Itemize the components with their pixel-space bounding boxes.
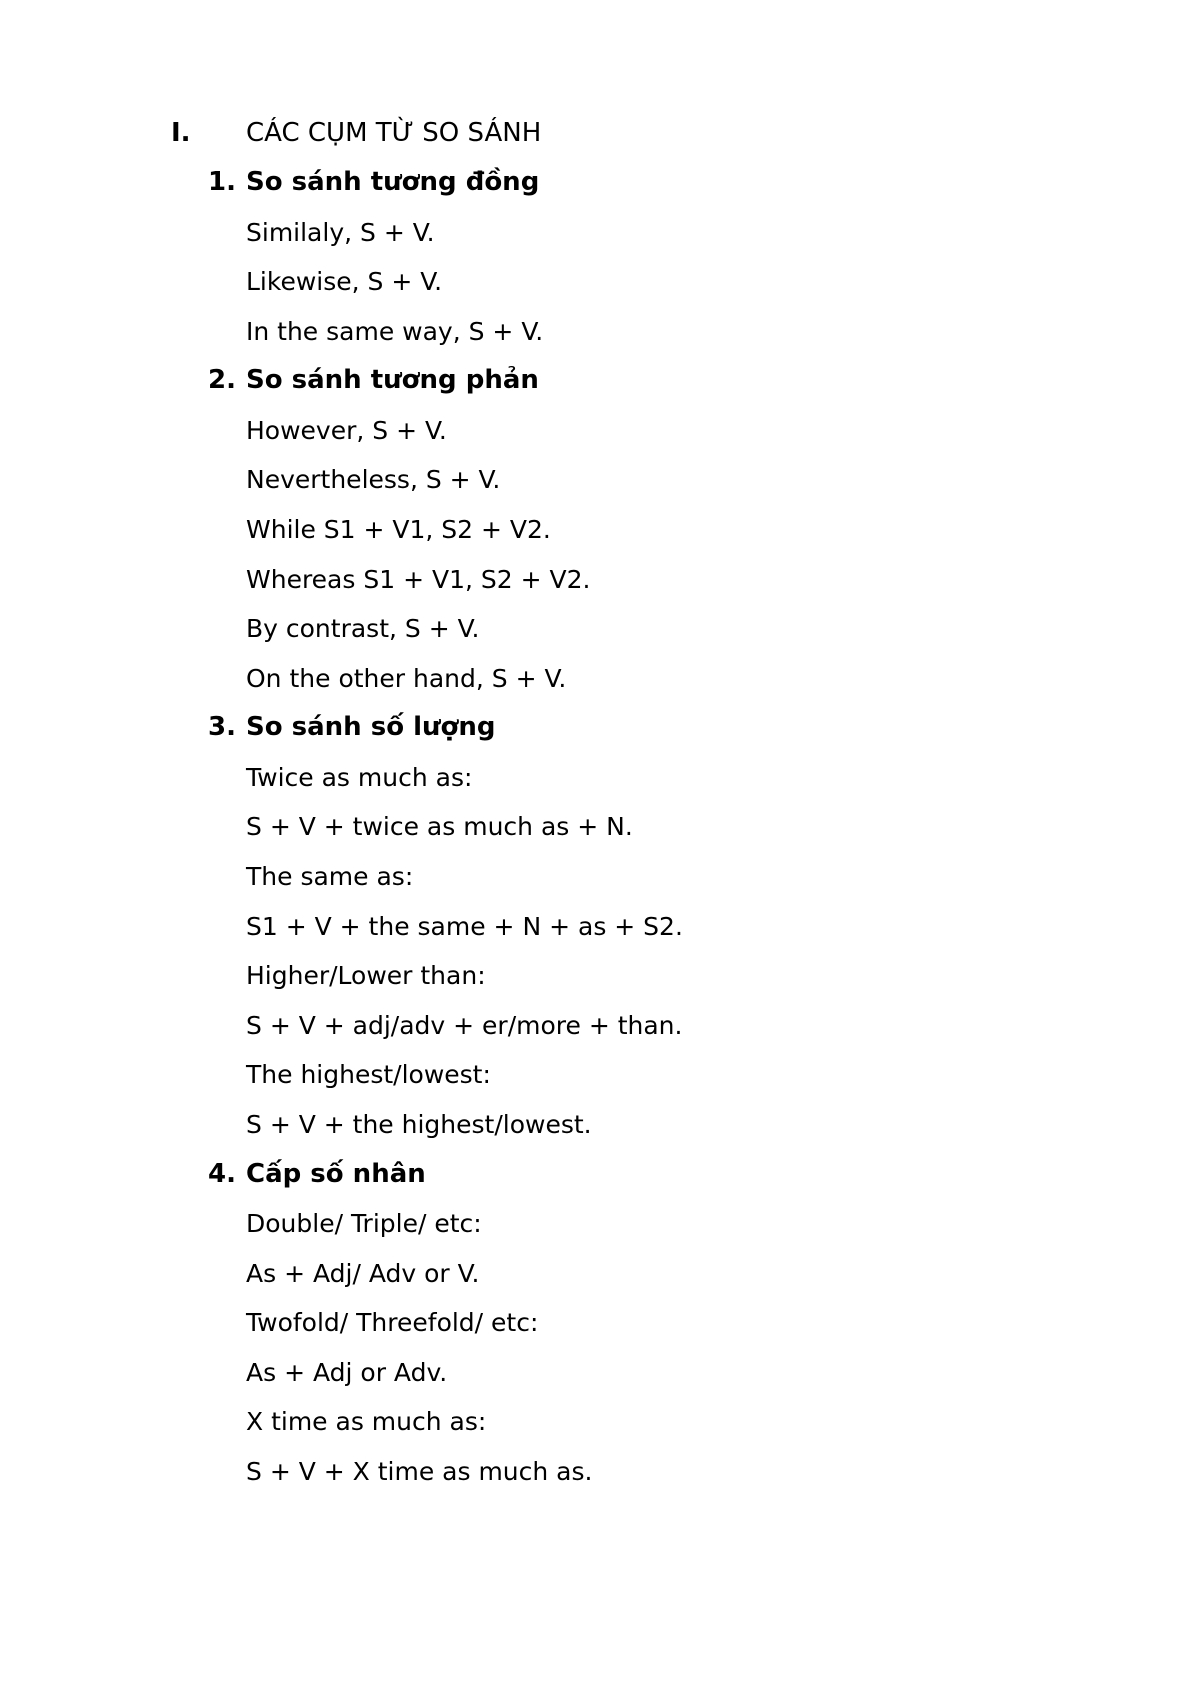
text-line: Likewise, S + V. — [246, 267, 443, 297]
text-line: S + V + adj/adv + er/more + than. — [246, 1010, 683, 1040]
subsection-heading — [171, 703, 1071, 753]
document-content — [171, 108, 1071, 1497]
subsection-title: So sánh số lượng — [246, 712, 496, 743]
text-line: S + V + X time as much as. — [246, 1457, 593, 1487]
text-line: However, S + V. — [246, 415, 447, 445]
section-number: I. — [171, 118, 191, 148]
text-line: As + Adj/ Adv or V. — [246, 1258, 480, 1288]
text-line: Similaly, S + V. — [246, 217, 435, 247]
subsection-lines — [171, 406, 1071, 704]
subsection-number: 3. — [208, 712, 236, 743]
text-line: X time as much as: — [246, 1407, 487, 1437]
text-line: Twofold/ Threefold/ etc: — [246, 1308, 539, 1338]
text-line: The same as: — [246, 862, 414, 892]
subsection-title: So sánh tương phản — [246, 365, 539, 396]
subsection-heading — [171, 158, 1071, 208]
text-line: While S1 + V1, S2 + V2. — [246, 514, 551, 544]
subsection-heading — [171, 1150, 1071, 1200]
text-line: S + V + the highest/lowest. — [246, 1110, 592, 1139]
text-line: On the other hand, S + V. — [246, 663, 567, 693]
section-title: CÁC CỤM TỪ SO SÁNH — [246, 118, 542, 148]
text-line: The highest/lowest: — [246, 1060, 491, 1090]
subsection-number: 1. — [208, 167, 236, 197]
text-line: S1 + V + the same + N + as + S2. — [246, 911, 683, 941]
text-line: Twice as much as: — [246, 762, 473, 792]
text-line: As + Adj or Adv. — [246, 1357, 448, 1387]
text-line: By contrast, S + V. — [246, 614, 480, 644]
subsection-lines — [171, 753, 1071, 1150]
text-line: Double/ Triple/ etc: — [246, 1209, 482, 1239]
section-heading — [171, 108, 1071, 158]
subsection-heading — [171, 356, 1071, 406]
text-line: In the same way, S + V. — [246, 316, 544, 346]
subsection-lines — [171, 1199, 1071, 1497]
text-line: Whereas S1 + V1, S2 + V2. — [246, 564, 591, 594]
subsection-title: So sánh tương đồng — [246, 167, 540, 197]
text-line: S + V + twice as much as + N. — [246, 812, 633, 842]
text-line: Nevertheless, S + V. — [246, 465, 501, 495]
text-line: Higher/Lower than: — [246, 961, 486, 991]
subsection-lines — [171, 208, 1071, 357]
subsection-number: 4. — [208, 1158, 236, 1189]
subsection-number: 2. — [208, 365, 236, 396]
subsection-title: Cấp số nhân — [246, 1158, 426, 1189]
